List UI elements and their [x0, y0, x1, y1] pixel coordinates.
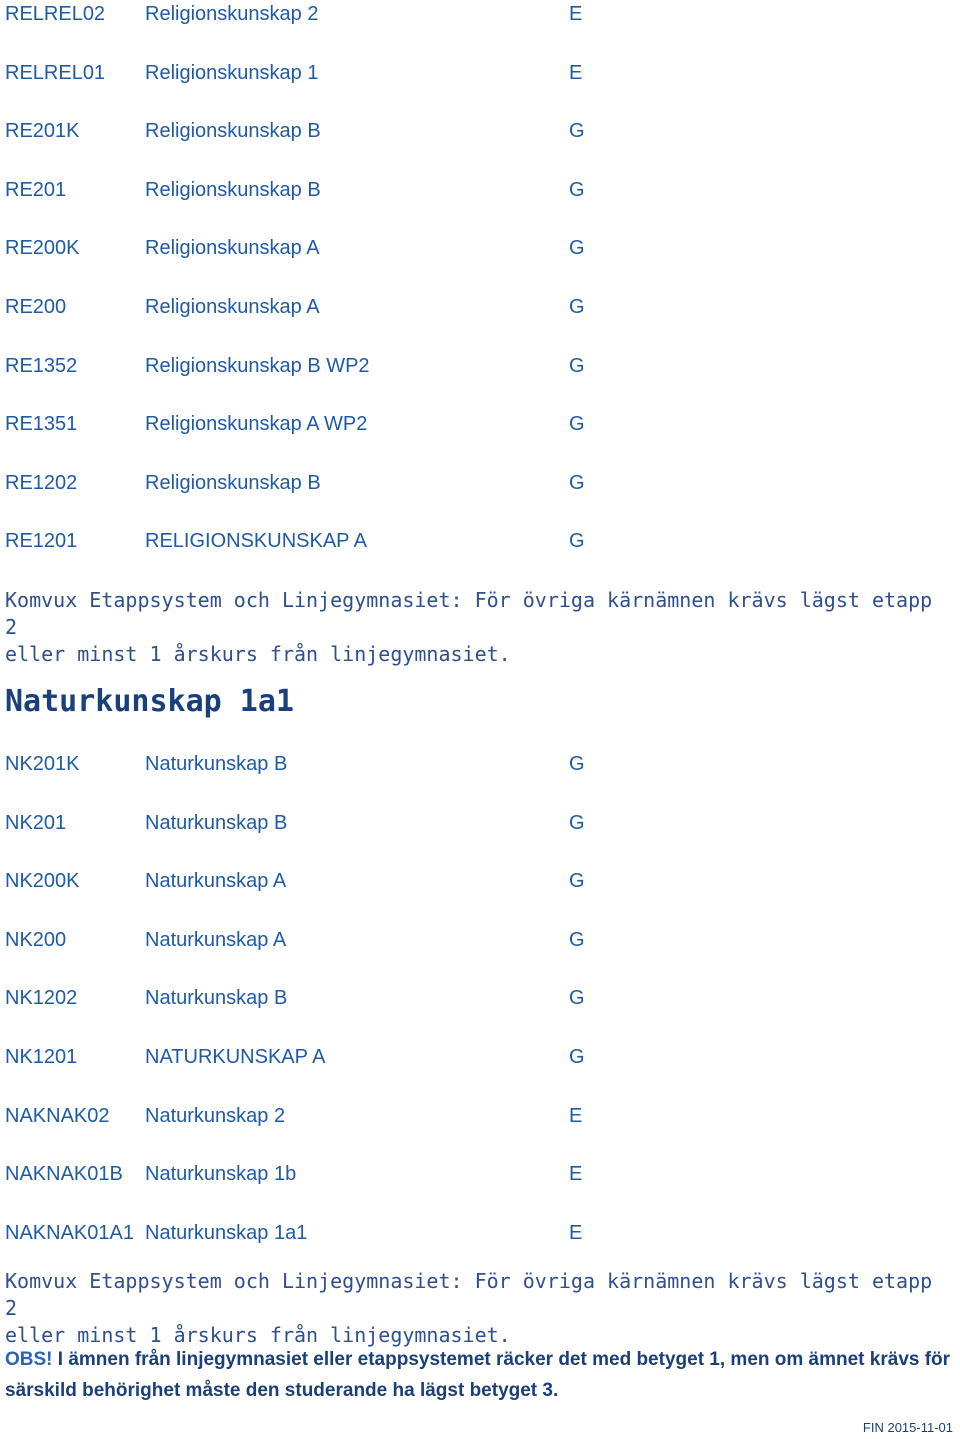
table-row [5, 987, 945, 1046]
course-name: Religionskunskap A WP2 [145, 413, 368, 436]
note-line: Komvux Etappsystem och Linjegymnasiet: För övriga kärnämnen krävs lägst etapp 2 [5, 588, 933, 639]
course-grade: E [569, 1221, 583, 1244]
course-name: Naturkunskap A [145, 870, 287, 893]
course-code: RE201 [5, 178, 67, 201]
course-grade: G [569, 753, 585, 775]
section-heading: Naturkunskap 1a1 [5, 684, 294, 719]
course-name: Naturkunskap 1a1 [145, 1221, 308, 1244]
table-row [5, 1105, 945, 1164]
course-grade: G [569, 178, 585, 201]
course-grade: E [569, 61, 583, 84]
note-line: eller minst 1 årskurs från linjegymnasiet. [5, 642, 511, 666]
course-code: NAKNAK02 [5, 1104, 110, 1127]
course-code: NAKNAK01B [5, 1163, 123, 1186]
course-code: RE200 [5, 295, 67, 318]
course-name: Religionskunskap 2 [145, 3, 319, 25]
course-name: Naturkunskap B [145, 811, 288, 834]
course-code: NK201 [5, 811, 67, 834]
table-row [5, 413, 945, 472]
course-name: Religionskunskap B [145, 178, 321, 201]
table-row [5, 929, 945, 988]
table-row [5, 296, 945, 355]
course-grade: G [569, 530, 585, 553]
course-grade: G [569, 928, 585, 951]
course-grade: G [569, 471, 585, 494]
course-grade: G [569, 295, 585, 318]
course-name: Religionskunskap A [145, 237, 320, 260]
course-name: Naturkunskap 2 [145, 1104, 286, 1127]
table-row [5, 1163, 945, 1222]
course-name: Naturkunskap 1b [145, 1163, 297, 1186]
course-code: RE1352 [5, 354, 78, 377]
table-row [5, 355, 945, 414]
course-name: RELIGIONSKUNSKAP A [145, 530, 367, 553]
table-row [5, 1046, 945, 1105]
course-grade: G [569, 1045, 585, 1068]
course-code: RELREL01 [5, 61, 106, 84]
course-grade: E [569, 1163, 583, 1186]
course-name: Religionskunskap 1 [145, 61, 319, 84]
naturkunskap-course-list [5, 753, 945, 1280]
course-grade: G [569, 120, 585, 143]
course-code: NK201K [5, 753, 80, 775]
course-code: RE200K [5, 237, 80, 260]
course-code: NAKNAK01A1 [5, 1221, 134, 1244]
obs-text: I ämnen från linjegymnasiet eller etappsystemet räcker det med betyget 1, men om ämnet krävs för särskild behörighet måste den studerande ha lägst betyget 3. [5, 1349, 951, 1401]
table-row [5, 179, 945, 238]
course-grade: E [569, 3, 583, 25]
obs-label: OBS! [5, 1349, 53, 1370]
course-grade: G [569, 811, 585, 834]
course-code: NK1202 [5, 987, 78, 1010]
komvux-note [5, 587, 945, 668]
course-code: RE1202 [5, 471, 78, 494]
course-code: RE1351 [5, 413, 78, 436]
course-grade: G [569, 237, 585, 260]
course-name: Naturkunskap B [145, 987, 288, 1010]
course-name: Religionskunskap B [145, 120, 321, 143]
course-grade: G [569, 870, 585, 893]
komvux-note [5, 1268, 945, 1349]
course-grade: G [569, 987, 585, 1010]
note-line: Komvux Etappsystem och Linjegymnasiet: För övriga kärnämnen krävs lägst etapp 2 [5, 1269, 933, 1320]
table-row [5, 472, 945, 531]
course-name: Religionskunskap B WP2 [145, 354, 370, 377]
course-code: NK200 [5, 928, 67, 951]
table-row [5, 753, 945, 812]
course-name: Religionskunskap B [145, 471, 321, 494]
course-grade: G [569, 354, 585, 377]
course-code: NK1201 [5, 1045, 78, 1068]
course-code: RELREL02 [5, 3, 106, 25]
table-row [5, 3, 945, 62]
footer-date: FIN 2015-11-01 [862, 1420, 953, 1435]
course-name: Religionskunskap A [145, 295, 320, 318]
table-row [5, 530, 945, 589]
course-name: Naturkunskap A [145, 928, 287, 951]
table-row [5, 237, 945, 296]
note-line: eller minst 1 årskurs från linjegymnasiet. [5, 1323, 511, 1347]
course-grade: G [569, 413, 585, 436]
table-row [5, 812, 945, 871]
obs-notice [5, 1344, 955, 1406]
course-code: RE1201 [5, 530, 78, 553]
religion-course-list [5, 3, 945, 589]
course-name: NATURKUNSKAP A [145, 1045, 326, 1068]
table-row [5, 120, 945, 179]
course-code: RE201K [5, 120, 80, 143]
course-code: NK200K [5, 870, 80, 893]
course-name: Naturkunskap B [145, 753, 288, 775]
table-row [5, 62, 945, 121]
table-row [5, 870, 945, 929]
course-grade: E [569, 1104, 583, 1127]
